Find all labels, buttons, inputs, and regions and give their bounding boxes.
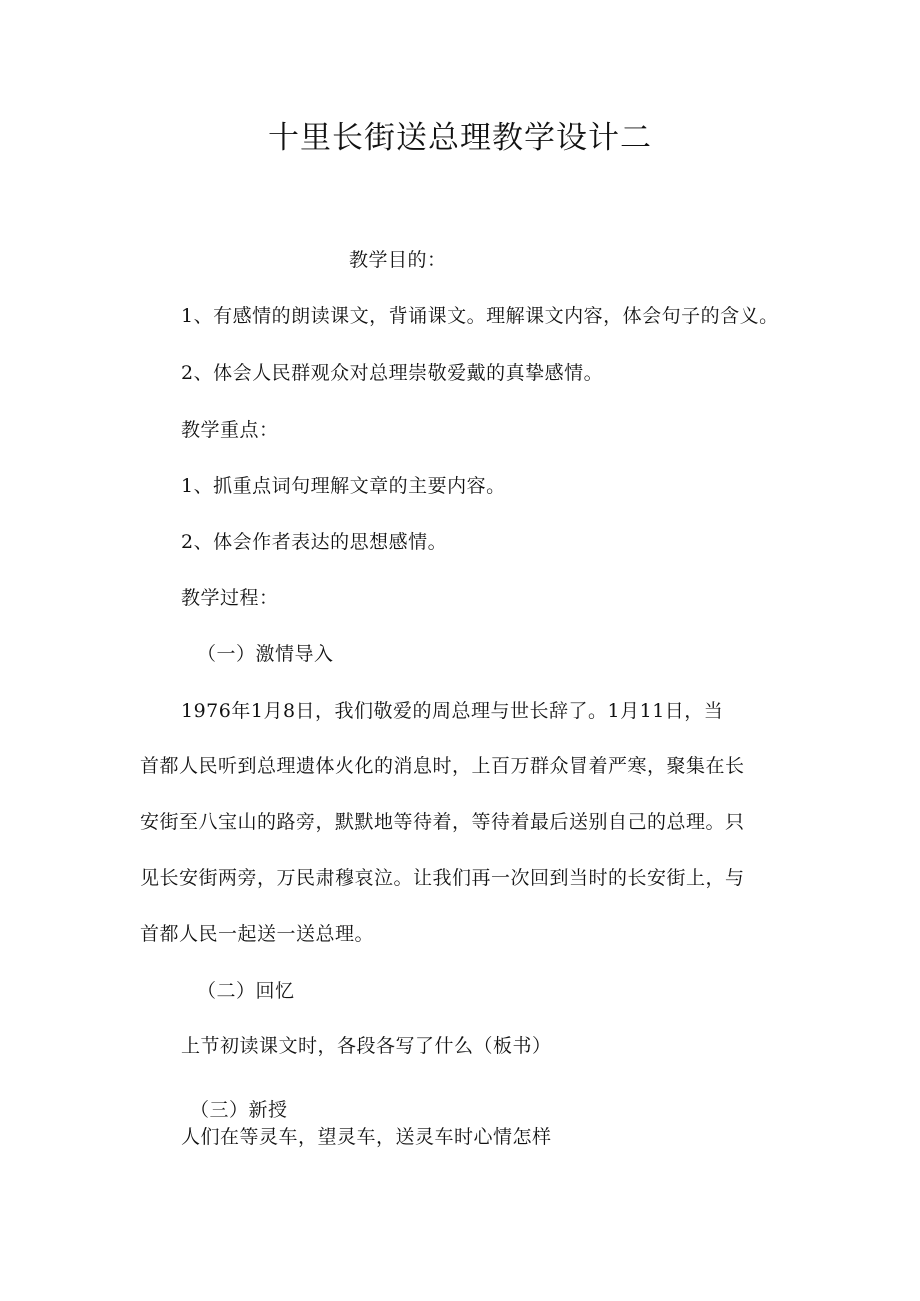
objective-item-2: 2、体会人民群观众对总理崇敬爱戴的真挚感情。 (181, 362, 604, 384)
intro-paragraph-line: 1976年1月8日，我们敬爱的周总理与世长辞了。1月11日，当 (181, 700, 724, 722)
section-3-heading: （三）新授 (190, 1099, 288, 1121)
intro-paragraph-line: 见长安街两旁，万民肃穆哀泣。让我们再一次回到当时的长安街上，与 (140, 867, 745, 889)
intro-paragraph-line: 首都人民一起送一送总理。 (140, 923, 375, 945)
review-text: 上节初读课文时，各段各写了什么（板书） (181, 1035, 552, 1057)
key-point-item-2: 2、体会作者表达的思想感情。 (181, 531, 448, 553)
objectives-heading: 教学目的： (349, 249, 447, 271)
new-lesson-text: 人们在等灵车，望灵车，送灵车时心情怎样 (181, 1126, 552, 1148)
objective-item-1: 1、有感情的朗读课文，背诵课文。理解课文内容，体会句子的含义。 (181, 305, 779, 327)
intro-paragraph-line: 安街至八宝山的路旁，默默地等待着，等待着最后送别自己的总理。只 (140, 811, 745, 833)
section-2-heading: （二）回忆 (197, 980, 295, 1002)
document-title: 十里长街送总理教学设计二 (268, 120, 652, 156)
key-point-item-1: 1、抓重点词句理解文章的主要内容。 (181, 475, 506, 497)
section-1-heading: （一）激情导入 (197, 643, 334, 665)
intro-paragraph-line: 首都人民听到总理遗体火化的消息时，上百万群众冒着严寒，聚集在长 (140, 755, 745, 777)
process-heading: 教学过程： (181, 587, 279, 609)
key-points-heading: 教学重点： (181, 419, 279, 441)
